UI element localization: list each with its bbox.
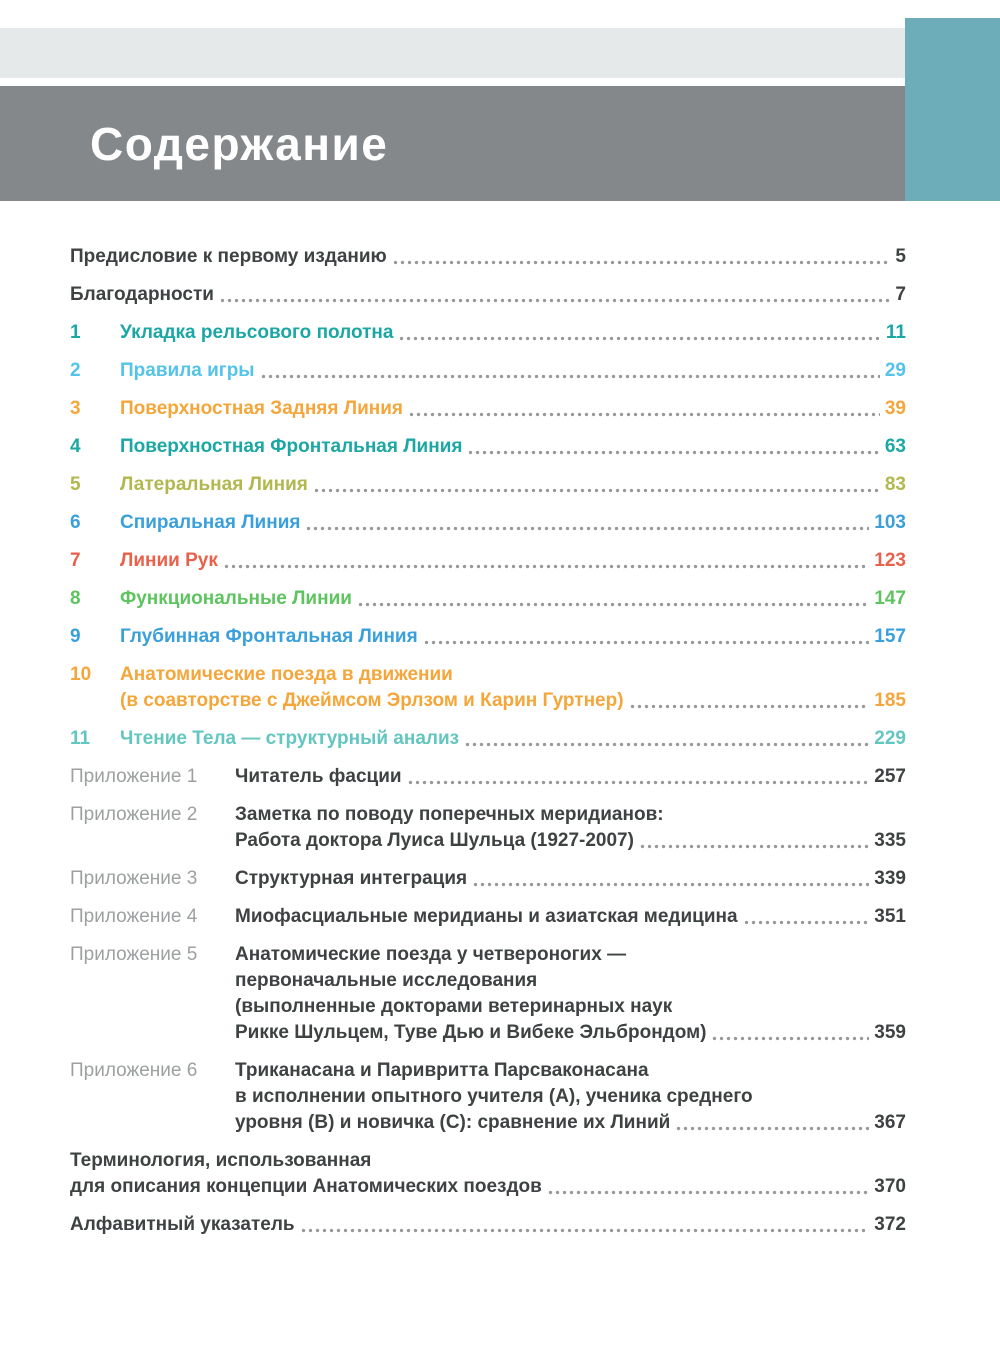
entry-title: Линии Рук — [120, 550, 218, 571]
toc-entry — [70, 1148, 906, 1200]
entry-line — [235, 1110, 906, 1136]
entry-body — [235, 1058, 906, 1136]
dot-leader — [472, 882, 869, 887]
entry-body — [120, 510, 906, 536]
entry-line — [120, 548, 906, 574]
appendix-label: Приложение 3 — [70, 868, 198, 889]
toc-list — [70, 244, 906, 1250]
entry-body — [70, 282, 906, 308]
page-number: 359 — [874, 1022, 906, 1043]
chapter-number: 8 — [70, 588, 81, 609]
entry-body — [70, 1212, 906, 1238]
entry-title: Спиральная Линия — [120, 512, 301, 533]
dot-leader — [305, 526, 869, 531]
chapter-number: 1 — [70, 322, 81, 343]
chapter-number: 11 — [70, 728, 91, 749]
entry-body — [120, 434, 906, 460]
dot-leader — [219, 298, 890, 303]
entry-title: (выполненные докторами ветеринарных наук — [235, 996, 673, 1017]
dot-leader — [711, 1036, 869, 1041]
chapter-number: 4 — [70, 436, 81, 457]
entry-body — [120, 320, 906, 346]
page-number: 7 — [895, 284, 906, 305]
appendix-label: Приложение 6 — [70, 1060, 198, 1081]
page-number: 5 — [895, 246, 906, 267]
toc-entry — [70, 726, 906, 752]
dot-leader — [313, 488, 880, 493]
entry-body — [120, 586, 906, 612]
entry-line — [120, 662, 906, 688]
dot-leader — [408, 412, 880, 417]
entry-title: уровня (В) и новичка (С): сравнение их Линий — [235, 1112, 671, 1133]
dot-leader — [357, 602, 869, 607]
entry-title: Миофасциальные меридианы и азиатская медицина — [235, 906, 738, 927]
entry-title: Алфавитный указатель — [70, 1214, 295, 1235]
toc-entry — [70, 510, 906, 536]
entry-body — [235, 802, 906, 854]
entry-line — [235, 968, 906, 994]
page-number: 83 — [884, 474, 906, 495]
entry-title: в исполнении опытного учителя (А), ученика среднего — [235, 1086, 753, 1107]
entry-title: Правила игры — [120, 360, 255, 381]
entry-title: Работа доктора Луиса Шульца (1927-2007) — [235, 830, 634, 851]
page-number: 257 — [874, 766, 906, 787]
entry-title: Заметка по поводу поперечных меридианов: — [235, 804, 664, 825]
dot-leader — [629, 704, 870, 709]
entry-body — [120, 662, 906, 714]
entry-line — [235, 802, 906, 828]
page-number: 372 — [874, 1214, 906, 1235]
entry-line — [70, 282, 906, 308]
toc-entry — [70, 586, 906, 612]
entry-line — [235, 994, 906, 1020]
entry-body — [120, 548, 906, 574]
toc-entry — [70, 904, 906, 930]
toc-entry — [70, 548, 906, 574]
toc-entry — [70, 1212, 906, 1238]
toc-entry — [70, 358, 906, 384]
entry-title: Триканасана и Паривритта Парсваконасана — [235, 1060, 649, 1081]
entry-title: Укладка рельсового полотна — [120, 322, 394, 343]
appendix-label: Приложение 4 — [70, 906, 198, 927]
entry-title: Рикке Шульцем, Туве Дью и Вибеке Эльброндом) — [235, 1022, 707, 1043]
dot-leader — [407, 780, 870, 785]
dot-leader — [398, 336, 880, 341]
entry-line — [70, 1212, 906, 1238]
entry-body — [70, 244, 906, 270]
entry-body — [235, 764, 906, 790]
entry-body — [70, 1148, 906, 1200]
toc-entry — [70, 244, 906, 270]
toc-entry — [70, 472, 906, 498]
entry-title: Чтение Тела — структурный анализ — [120, 728, 460, 749]
entry-title: Поверхностная Задняя Линия — [120, 398, 404, 419]
entry-line — [235, 828, 906, 854]
appendix-label: Приложение 2 — [70, 804, 198, 825]
entry-body — [120, 726, 906, 752]
page-number: 367 — [874, 1112, 906, 1133]
page-number: 185 — [874, 690, 906, 711]
toc-entry — [70, 320, 906, 346]
toc-entry — [70, 624, 906, 650]
teal-accent-block — [905, 18, 1000, 201]
chapter-number: 2 — [70, 360, 81, 381]
entry-title: Читатель фасции — [235, 766, 402, 787]
entry-line — [120, 358, 906, 384]
chapter-number: 6 — [70, 512, 81, 533]
entry-line — [70, 1148, 906, 1174]
dot-leader — [392, 260, 891, 265]
page-number: 123 — [874, 550, 906, 571]
entry-body — [235, 904, 906, 930]
entry-line — [120, 472, 906, 498]
toc-entry — [70, 942, 906, 1046]
entry-line — [235, 1020, 906, 1046]
entry-line — [235, 764, 906, 790]
entry-line — [120, 586, 906, 612]
toc-entry — [70, 396, 906, 422]
page-number: 39 — [884, 398, 906, 419]
page-number: 147 — [874, 588, 906, 609]
toc-entry — [70, 662, 906, 714]
entry-line — [120, 510, 906, 536]
dot-leader — [223, 564, 869, 569]
entry-title: Анатомические поезда у четвероногих — — [235, 944, 627, 965]
entry-body — [120, 472, 906, 498]
entry-title: для описания концепции Анатомических поездов — [70, 1176, 542, 1197]
chapter-number: 5 — [70, 474, 81, 495]
dot-leader — [547, 1190, 869, 1195]
entry-body — [235, 866, 906, 892]
entry-line — [235, 1058, 906, 1084]
dot-leader — [260, 374, 880, 379]
entry-line — [235, 942, 906, 968]
page-number: 370 — [874, 1176, 906, 1197]
toc-entry — [70, 1058, 906, 1136]
page-number: 229 — [874, 728, 906, 749]
entry-title: Анатомические поезда в движении — [120, 664, 453, 685]
entry-body — [120, 396, 906, 422]
entry-line — [70, 244, 906, 270]
entry-title: (в соавторстве с Джеймсом Эрлзом и Карин Гуртнер) — [120, 690, 624, 711]
chapter-number: 3 — [70, 398, 81, 419]
entry-line — [120, 726, 906, 752]
page-number: 335 — [874, 830, 906, 851]
entry-title: Функциональные Линии — [120, 588, 352, 609]
entry-title: Терминология, использованная — [70, 1150, 372, 1171]
toc-entry — [70, 802, 906, 854]
chapter-number: 9 — [70, 626, 81, 647]
entry-line — [235, 904, 906, 930]
entry-body — [120, 358, 906, 384]
entry-body — [120, 624, 906, 650]
dot-leader — [423, 640, 870, 645]
entry-title: Глубинная Фронтальная Линия — [120, 626, 418, 647]
entry-body — [235, 942, 906, 1046]
dot-leader — [639, 844, 869, 849]
dot-leader — [300, 1228, 870, 1233]
top-gray-bar — [0, 28, 905, 78]
entry-line — [120, 396, 906, 422]
dot-leader — [743, 920, 870, 925]
toc-entry — [70, 282, 906, 308]
page-number: 351 — [874, 906, 906, 927]
toc-entry — [70, 764, 906, 790]
dot-leader — [675, 1126, 869, 1131]
entry-line — [235, 1084, 906, 1110]
entry-line — [120, 624, 906, 650]
entry-line — [120, 320, 906, 346]
entry-title: первоначальные исследования — [235, 970, 538, 991]
entry-line — [235, 866, 906, 892]
entry-title: Поверхностная Фронтальная Линия — [120, 436, 463, 457]
appendix-label: Приложение 5 — [70, 944, 198, 965]
page-number: 63 — [884, 436, 906, 457]
entry-title: Латеральная Линия — [120, 474, 308, 495]
page-header — [0, 86, 905, 201]
page-title: Содержание — [90, 117, 389, 170]
dot-leader — [464, 742, 869, 747]
dot-leader — [467, 450, 879, 455]
entry-title: Предисловие к первому изданию — [70, 246, 387, 267]
page-number: 339 — [874, 868, 906, 889]
entry-line — [70, 1174, 906, 1200]
page-number: 11 — [885, 322, 906, 343]
chapter-number: 10 — [70, 664, 92, 685]
toc-entry — [70, 434, 906, 460]
toc-entry — [70, 866, 906, 892]
page-number: 103 — [874, 512, 906, 533]
entry-title: Благодарности — [70, 284, 214, 305]
entry-title: Структурная интеграция — [235, 868, 468, 889]
page-number: 157 — [874, 626, 906, 647]
entry-line — [120, 434, 906, 460]
page-number: 29 — [884, 360, 906, 381]
chapter-number: 7 — [70, 550, 81, 571]
entry-line — [120, 688, 906, 714]
appendix-label: Приложение 1 — [70, 766, 198, 787]
